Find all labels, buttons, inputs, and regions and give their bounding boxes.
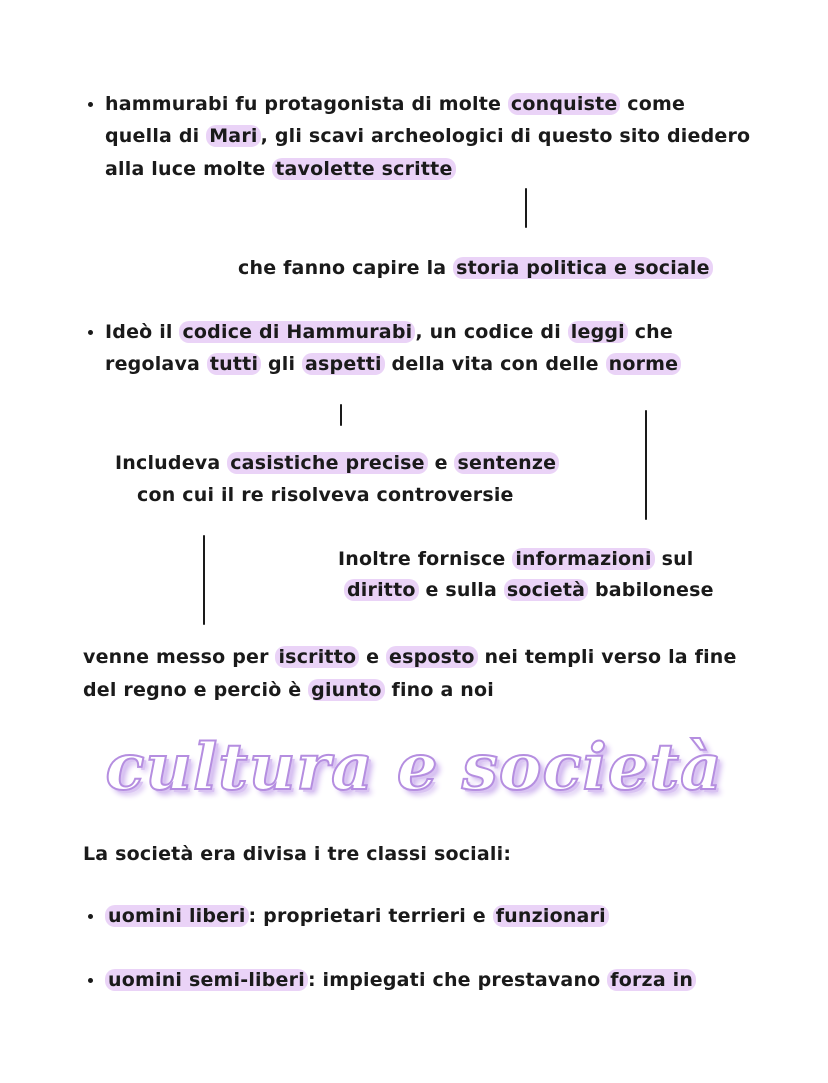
bullet-point [88,978,93,983]
text-line: venne messo per iscritto e esposto nei templi verso la fine [83,646,737,668]
highlight: casistiche precise [227,452,428,474]
highlight: uomini semi-liberi [105,969,308,991]
connector-line [340,404,342,426]
highlight: aspetti [302,353,385,375]
text-line: Ideò il codice di Hammurabi , un codice di leggi che [105,321,673,343]
connector-line [645,410,647,520]
highlight: iscritto [275,646,359,668]
text-line: quella di Mari , gli scavi archeologici di questo sito diedero [105,125,751,147]
text-line: con cui il re risolveva controversie [137,484,514,506]
highlight: sentenze [454,452,559,474]
text-line: regolava tutti gli aspetti della vita con delle norme [105,350,681,378]
highlight: società [504,579,588,601]
bullet-point [88,330,93,335]
highlight: funzionari [493,905,609,927]
bullet-point [88,102,93,107]
highlight: esposto [386,646,478,668]
highlight: storia politica e sociale [453,257,713,279]
highlight: conquiste [508,93,621,115]
text-line: Includeva casistiche precise e sentenze [115,449,559,477]
highlight: tavolette scritte [272,158,455,180]
list-item: uomini liberi : proprietari terrieri e funzionari [105,902,609,930]
highlight: forza in [607,969,696,991]
highlight: Mari [206,125,260,147]
highlight: informazioni [512,548,654,570]
highlight: giunto [308,679,385,701]
text-line: alla luce molte tavolette scritte [105,155,456,183]
connector-line [525,188,527,228]
text-line: del regno e perciò è giunto fino a noi [83,679,495,701]
text-line: che fanno capire la storia politica e sociale [238,254,713,282]
connector-line [203,535,205,625]
text-line: hammurabi fu protagonista di molte conquiste come [105,93,686,115]
highlight: leggi [568,321,628,343]
highlight: norme [606,353,682,375]
text-line: diritto e sulla società babilonese [344,576,714,604]
highlight: uomini liberi [105,905,249,927]
highlight: diritto [344,579,419,601]
text-line: La società era divisa i tre classi sociali: [83,843,512,865]
text-line: Inoltre fornisce informazioni sul [338,548,694,570]
list-item: uomini semi-liberi : impiegati che prestavano forza in [105,966,696,994]
highlight: tutti [207,353,261,375]
section-heading: cultura e società [105,730,723,805]
highlight: codice di Hammurabi [179,321,415,343]
bullet-point [88,914,93,919]
